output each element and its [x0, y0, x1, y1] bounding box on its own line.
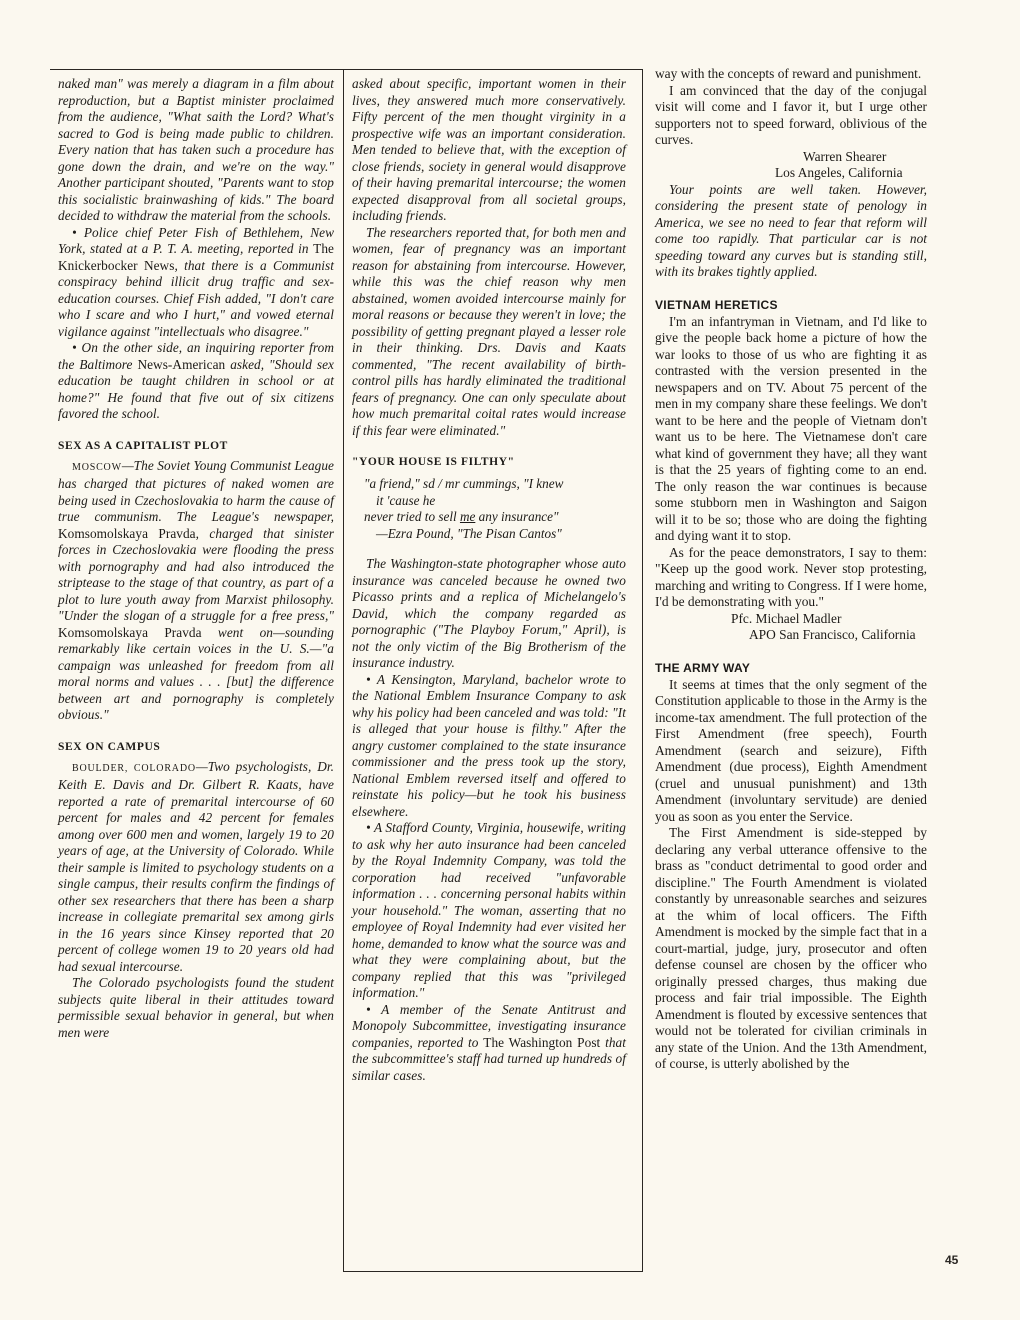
paragraph: The Washington-state photographer whose auto insurance was canceled because he owned two Picasso prints and a replica of Michelangelo's David, which the company regarded as pornographic ("The Playboy Forum," April), is not the only victim of the Big Brotherism of the insurance industry.: [352, 556, 626, 670]
paragraph: The First Amendment is side-stepped by declaring any verbal utterance offensive to the brass as "conduct detrimental to good order and discipline." The Fourth Amendment is violated constantly by unreasonable searches and seizures at the whim of local officers. The Fifth Amendment is mocked by the simple fact that in a court-martial, judge, jury, prosecutor and often defense counsel are chosen by the officer who originally pressed charges, thus making due process and fair trial impossible. The Eighth Amendment is flouted by excessive sentences that would not be tolerated for civilian criminals in any state of the Union. And the 13th Amendment, of course, is utterly abolished by the: [655, 825, 927, 1071]
paragraph: BOULDER, COLORADO—Two psychologists, Dr. Keith E. Davis and Dr. Gilbert R. Kaats, have reported a rate of premarital intercourse of 60 percent for males and 42 percent for females among over 600 men and women, largely 19 to 20 years of age, at the University of Colorado. While their sample is limited to psychology students on a single campus, their results confirm the findings of other sex researchers that there has been a sharp increase in collegiate premarital sex among girls in the 16 years since Kinsey reported that 20 percent of college women 19 to 20 years old had had sexual intercourse.: [58, 758, 334, 974]
section-heading: VIETNAM HERETICS: [655, 297, 778, 312]
paragraph: naked man" was merely a diagram in a film about reproduction, but a Baptist minister proclaimed from the audience, "What saith the Lord? What's sacred to God is being made public to children. Every nation that has taken such a procedure has gone down the drain, and we're on the way." Another participant shouted, "Parents want to stop this socialistic brainwashing of kids." The board decided to withdraw the material from the schools.: [58, 76, 334, 223]
signature-place: APO San Francisco, California: [749, 627, 916, 642]
epigraph-line: never tried to sell me any insurance": [364, 509, 559, 524]
section-heading: THE ARMY WAY: [655, 660, 751, 675]
epigraph-line: "a friend," sd / mr cummings, "I knew: [364, 476, 564, 491]
signature-block: [655, 149, 927, 182]
epigraph: [364, 476, 626, 542]
paragraph: • A Stafford County, Virginia, housewife, writing to ask why her auto insurance had been canceled by the Royal Indemnity Company, was told the corporation had received "unfavorable information . . . concerning personal habits within your household." The woman, asserting that no employee of Royal Indemnity had ever visited her home, demanded to know what the source was and what they were complaining about, but the company replied that this was "privileged information.": [352, 820, 626, 1000]
right-column: [655, 66, 927, 1073]
publication-name: Komsomolskaya Pravda: [58, 525, 196, 541]
publication-name: Komsomolskaya Pravda: [58, 624, 202, 640]
paragraph: I am convinced that the day of the conjugal visit will come and I favor it, but I urge other supporters not to speed forward, oblivious of the curves.: [655, 82, 927, 147]
paragraph: The researchers reported that, for both men and women, fear of pregnancy was an important reason for abstaining from intercourse. However, while this was the chief reason why men abstained, women avoided intercourse mainly for moral reasons or because they weren't in love; the possibility of getting pregnant played a lesser role in their thinking. Drs. Davis and Kaats commented, "The recent availability of birth-control pills has hardly eliminated the traditional fears of pregnancy. One can only speculate about how much premarital coital rates would increase if this fear were eliminated.": [352, 224, 626, 438]
editor-reply: Your points are well taken. However, considering the present state of penology in America, we see no need to fear that reform will come too rapidly. That particular car is not speeding toward any curves but is standing still, with its brakes tightly applied.: [655, 181, 927, 279]
signature-place: Los Angeles, California: [775, 165, 903, 180]
publication-name: News-American: [137, 356, 226, 372]
paragraph: • Police chief Peter Fish of Bethlehem, New York, stated at a P. T. A. meeting, reported in The Knickerbocker News, that there is a Communist conspiracy behind illicit drug traffic and sex-education courses. Chief Fish added, "I don't care who I scare and who I hurt," and vowed eternal vigilance against "intellectuals who disagree.": [58, 224, 334, 339]
epigraph-attribution: —Ezra Pound, "The Pisan Cantos": [376, 525, 562, 541]
dateline: BOULDER, COLORADO: [72, 762, 196, 774]
section-heading: "YOUR HOUSE IS FILTHY": [352, 456, 515, 468]
paragraph: The Colorado psychologists found the student subjects quite liberal in their attitudes toward permissible sexual behavior in general, but when men were: [58, 975, 334, 1040]
section-heading: SEX ON CAMPUS: [58, 740, 161, 753]
signature-name: Pfc. Michael Madler: [731, 610, 842, 626]
left-column: [58, 76, 334, 1041]
middle-column: [352, 76, 626, 1084]
epigraph-line: it 'cause he: [376, 492, 436, 508]
paragraph: As for the peace demonstrators, I say to them: "Keep up the good work. Never stop protesting, marching and writing to Congress. If I were home, I'd be demonstrating with you.": [655, 544, 927, 609]
section-heading: SEX AS A CAPITALIST PLOT: [58, 439, 228, 452]
top-rule-left: [50, 69, 343, 70]
dateline: MOSCOW: [72, 461, 122, 473]
paragraph: • A member of the Senate Antitrust and Monopoly Subcommittee, investigating insurance companies, reported to The Washington Post that the subcommittee's staff had turned up hundreds of similar cases.: [352, 1001, 626, 1083]
paragraph: • A Kensington, Maryland, bachelor wrote to the National Emblem Insurance Company to ask why his policy had been canceled and was told: "It is alleged that your house is filthy." After the angry customer complained to the state insurance commissioner and the press took up the story, National Emblem reversed itself and offered to reinstate his policy—but he took his business elsewhere.: [352, 671, 626, 819]
signature-block: [655, 611, 927, 644]
paragraph: asked about specific, important women in their lives, they answered much more conservatively. Fifty percent of the men thought virginity in a prospective wife was an important consideration. Men tended to believe that, with the exception of close friends, society in general would disapprove of their having premarital intercourse; the women expected disapproval from all societal groups, including friends.: [352, 76, 626, 223]
paragraph: • On the other side, an inquiring reporter from the Baltimore News-American asked, "Should sex education be taught children in school or at home?" He found that five out of six citizens favored the school.: [58, 340, 334, 421]
signature-name: Warren Shearer: [803, 148, 887, 164]
paragraph: MOSCOW—The Soviet Young Communist League has charged that pictures of naked women are being used in Czechoslovakia to harm the cause of true communism. The League's newspaper, Komsomolskaya Pravda, charged that sinister forces in Czechoslovakia were flooding the press with pornography and had also introduced the striptease to the stage of that country, as part of a plot to lure youth away from Marxist philosophy. "Under the slogan of a struggle for a free press," Komsomolskaya Pravda went on—sounding remarkably like certain voices in the U. S.—"a campaign was unleashed for freedom from all moral norms and values . . . [but] the difference between art and pornography is completely obvious.": [58, 457, 335, 722]
publication-name: The Washington Post: [483, 1034, 601, 1050]
publication-name: The Knickerbocker News: [58, 241, 334, 273]
paragraph: It seems at times that the only segment of the Constitution applicable to those in the Army is the income-tax amendment. The full protection of the First Amendment (free speech), Fourth Amendment (search and seizure), Fifth Amendment (due process), Eighth Amendment (cruel and unusual punishment) and 13th Amendment (involuntary servitude) are denied you as soon as you enter the Service.: [655, 676, 927, 824]
paragraph: way with the concepts of reward and punishment.: [655, 66, 922, 81]
page-number: 45: [945, 1253, 959, 1267]
paragraph: I'm an infantryman in Vietnam, and I'd like to give the people back home a picture of how the war looks to those of us who are fighting it as contrasted with the version presented in the newspapers and on TV. About 75 percent of the men in my company share these feelings. We don't want to be here and the people of Vietnam don't want us to be here. The Vietnamese don't care what kind of government they have; all they want is that the 25 years of fighting come to an end. The only reason the war continues is because some stubborn men in Washington and Saigon will it to be so; those who are doing the fighting and dying want it to stop.: [655, 313, 927, 543]
